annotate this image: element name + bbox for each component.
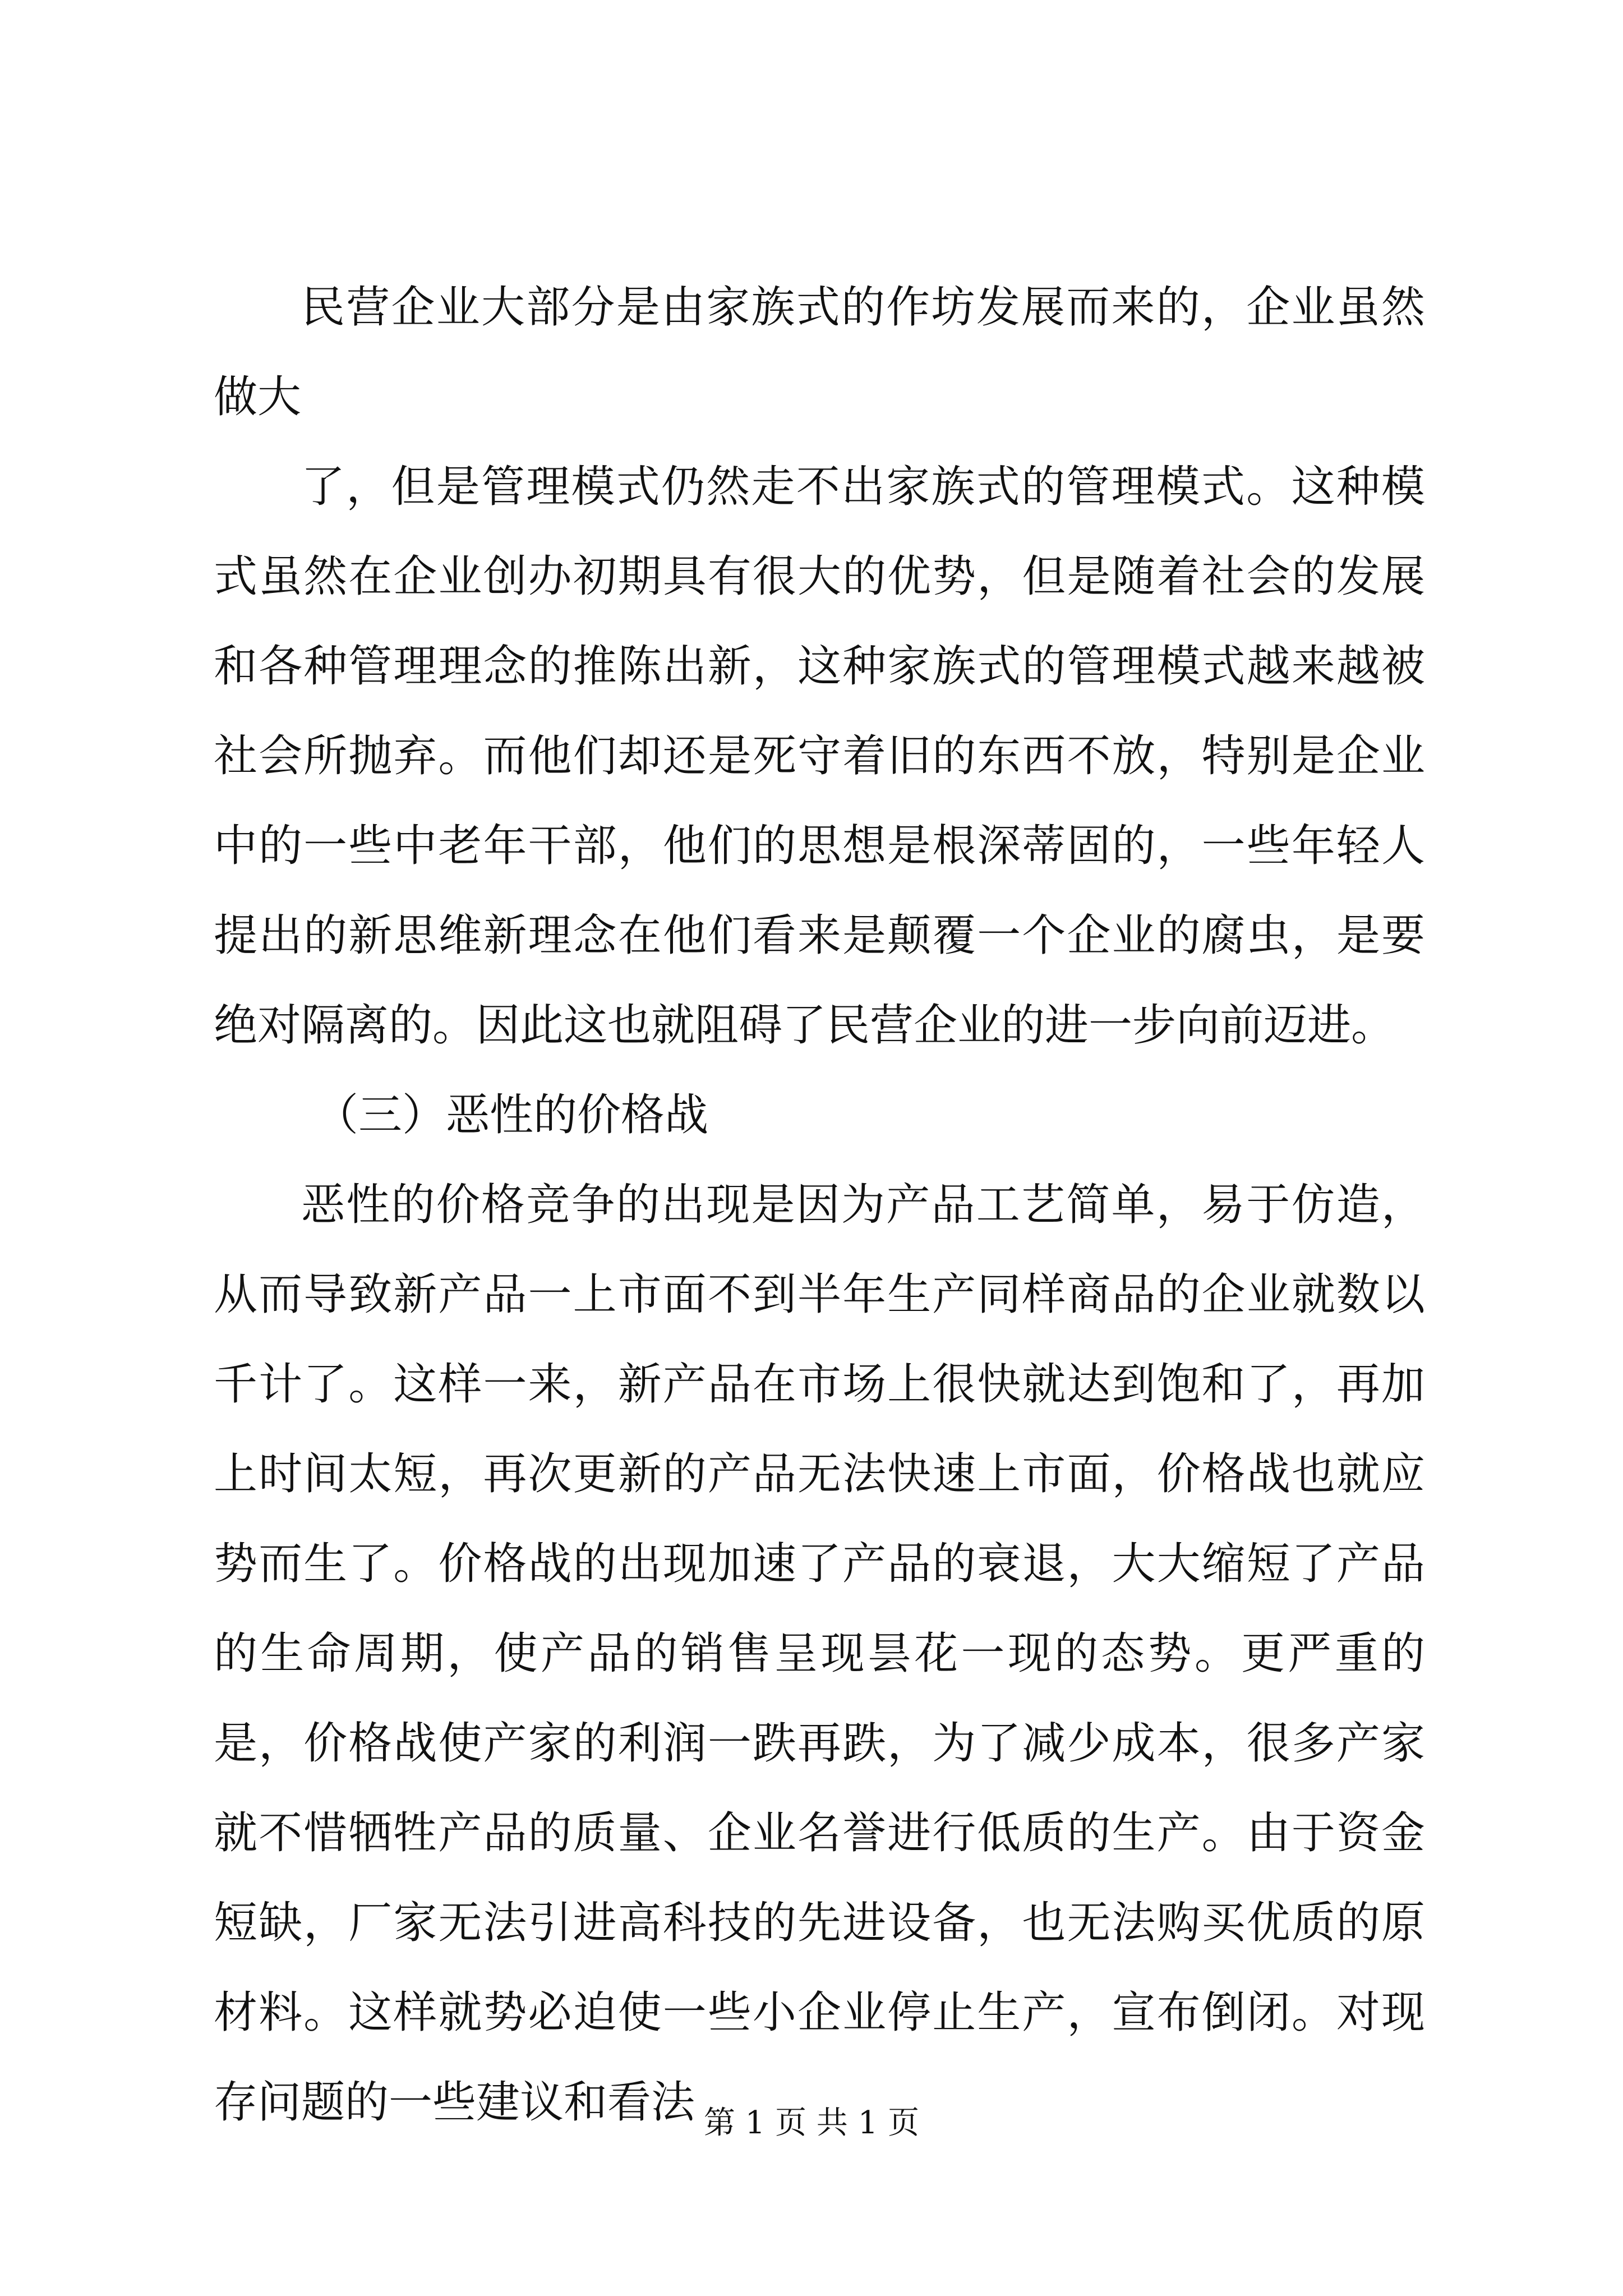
paragraph-1: 民营企业大部分是由家族式的作坊发展而来的，企业虽然做大 <box>214 282 1425 422</box>
section-heading: （三）恶性的价格战 <box>315 1090 709 1140</box>
paragraph-3: 恶性的价格竞争的出现是因为产品工艺简单，易于仿造，从而导致新产品一上市面不到半年生产同样商品的企业就数以千计了。这样一来，新产品在市场上很快就达到饱和了，再加上时间太短，再次更新的产品无法快速上市面，价格战也就应势而生了。价格战的出现加速了产品的衰退，大大缩短了产品的生命周期，使产品的销售呈现昙花一现的态势。更严重的是，价格战使产家的利润一跌再跌，为了减少成本，很多产家就不惜牺牲产品的质量、企业名誉进行低质的生产。由于资金短缺，厂家无法引进高科技的先进设备，也无法购买优质的原材料。这样就势必迫使一些小企业停止生产，宣布倒闭。对现存问题的一些建议和看法 <box>214 1180 1425 2128</box>
paragraph-2: 了，但是管理模式仍然走不出家族式的管理模式。这种模式虽然在企业创办初期具有很大的优势，但是随着社会的发展和各种管理理念的推陈出新，这种家族式的管理模式越来越被社会所抛弃。而他们却还是死守着旧的东西不放，特别是企业中的一些中老年干部，他们的思想是根深蒂固的，一些年轻人提出的新思维新理念在他们看来是颠覆一个企业的腐虫，是要绝对隔离的。因此这也就阻碍了民营企业的进一步向前迈进。 <box>214 462 1425 1051</box>
document-body <box>214 263 1425 2147</box>
page-footer: 第 1 页 共 1 页 <box>703 2105 920 2141</box>
